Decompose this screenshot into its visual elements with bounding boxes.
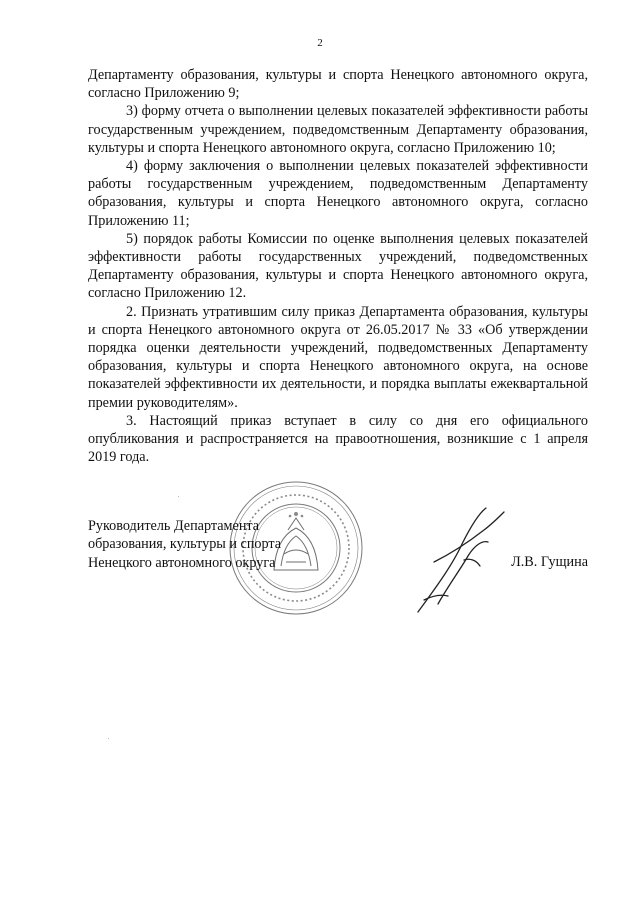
signatory-title xyxy=(88,517,281,572)
document-body xyxy=(88,66,588,466)
signatory-title-line2: образования, культуры и спорта xyxy=(88,536,282,553)
scan-speck xyxy=(178,496,179,497)
paragraph-continuation: Департаменту образования, культуры и спорта Ненецкого автономного округа, согласно Приложению 9; xyxy=(88,67,588,102)
signatory-title-line1: Руководитель Департамента xyxy=(88,518,260,534)
signatory-name: Л.В. Гущина xyxy=(511,554,588,570)
signatory-title-line3: Ненецкого автономного округа xyxy=(88,554,276,571)
paragraph-item-4: 4) форму заключения о выполнении целевых показателей эффективности работы государственным учреждением, подведомственным Департаменту образования, культуры и спорта Ненецкого автономного округа, согласно Приложению 11; xyxy=(88,158,588,229)
paragraph-item-3: 3) форму отчета о выполнении целевых показателей эффективности работы государственным учреждением, подведомственным Департаменту образования, культуры и спорта Ненецкого автономного округа, согласно Приложению 10; xyxy=(88,103,588,156)
page-number: 2 xyxy=(317,37,323,49)
handwritten-signature xyxy=(404,500,514,620)
scan-speck xyxy=(108,738,109,739)
paragraph-clause-3: 3. Настоящий приказ вступает в силу со дня его официального опубликования и распространяется на правоотношения, возникшие с 1 апреля 2019 года. xyxy=(88,412,588,466)
paragraph-item-5: 5) порядок работы Комиссии по оценке выполнения целевых показателей эффективности работы государственных учреждений, подведомственных Департаменту образования, культуры и спорта Ненецкого автономного округа, согласно Приложению 12. xyxy=(88,230,588,302)
paragraph-clause-2: 2. Признать утратившим силу приказ Департамента образования, культуры и спорта Ненецкого автономного округа от 26.05.2017 № 33 «Об утверждении порядка оценки деятельности учреждений, подведомственных Департаменту образования, культуры и спорта Ненецкого автономного округа, на основе показателей эффективности их деятельности, и порядка выплаты ежеквартальной премии руководителям». xyxy=(88,303,588,411)
